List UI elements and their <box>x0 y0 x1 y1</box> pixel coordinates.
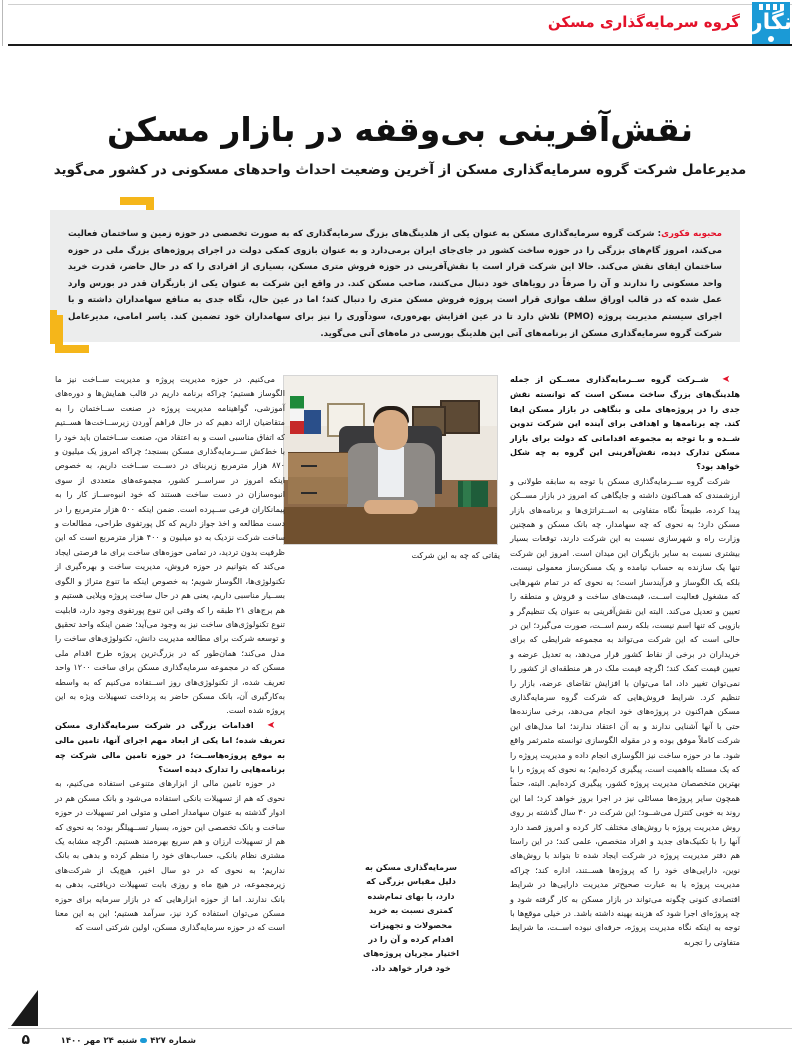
masthead-title: گروه سرمایه‌گذاری مسکن <box>547 13 740 31</box>
column-middle <box>282 372 500 562</box>
interview-question-2: ➤اقدامات بزرگی در شرکت سرمایه‌گذاری مسکن تعریف شده؛ اما یکی از ابعاد مهم اجرای آنها، تامین مالی به موقع پروژه‌هاســت؛ در حوزه تامین مالی شرکت چه برنامه‌هایی را تدارک دیده است؟ <box>55 719 285 774</box>
page-number: ۵ <box>21 1032 30 1048</box>
question-arrow-icon: ➤ <box>721 374 730 385</box>
issue-date: شنبه ۲۴ مهر ۱۴۰۰ <box>60 1036 138 1046</box>
middle-column-text: یقاتی که چه به این شرکت <box>411 550 500 560</box>
lead-paragraph <box>68 226 722 342</box>
masthead <box>0 0 800 46</box>
lead-box <box>50 210 740 342</box>
answer-paragraph-2: می‌کنیم. در حوزه مدیریت پروژه و مدیریت ســاخت نیز ما الگوساز هستیم؛ چراکه برنامه داریم در قالب همایش‌ها و دوره‌های آموزشی، گواهینامه مدیریت پروژه در صنعت ســاختمان را به متقاضیان ارائه دهیم که در حال فراهم آوردن زیرســاخت‌ها هســتیم که اتفاق مناسبی است و به اعتقاد من، صنعت ســاختمان باید خود را با خط‌کش ســرمایه‌گذاری مسکن بسنجد؛ چراکه امروز یک میلیون و ۸۷۰ هزار مترمربع زیربنای در دســت ســاخت داریم، به خصوص اینکه امروز در سراســر کشور، مجموعه‌های متعددی از سوی انبوه‌سازان در دست ساخت هستند که خود انبوه‌ســاز کار را به پیمانکاران فرعی ســپرده است. ضمن اینکه ۵۰۰ هزار مترمربع را در دست مطالعه و اخذ جواز داریم که کل پورتفوی طراحی، مطالعات و ساخت شرکت نزدیک به دو میلیون و ۴۰۰ هزار مترمربع است که این ظرفیت بدون تردید، در تمامی حوزه‌های ساخت برای ما فرصتی ایجاد می‌کند که بتوانیم در حوزه فروش، مدیریت ساخت و بهره‌گیری از تکنولوژی‌ها، الگوساز شویم؛ به خصوص اینکه ما تنوع متراژ و الگوی بســیار مناسبی داریم، یعنی هم در حال ساخت پروژه ویلایی هستیم و هم برج‌های ۲۱ طبقه را که وقتی این تنوع پورتفوی وجود دارد، قابلیت تنوع تکنولوژی‌های ساخت نیز به وجود می‌آید؛ ضمن اینکه واحد تحقیق و توسعه شرکت برای مطالعه مدیریت دانش، تکنولوژی‌های ساخت را مدل می‌کند؛ همان‌طور که در بزرگ‌ترین پروژه طرح اقدام ملی مسکن که در مجموعه سرمایه‌گذاری مسکن برای ساخت ۱۲۰۰ واحد تعریف شده، از تکنولوژی‌های روز اســتفاده می‌کنیم که به واسطه به‌کارگیری آن، بانک مسکن حاضر به پرداخت تسهیلات ویژه به این پروژه شده است. <box>55 374 285 716</box>
logo-glyph: نگار <box>750 10 792 35</box>
masthead-top-rule <box>8 4 792 5</box>
page-title: نقش‌آفرینی بی‌وقفه در بازار مسکن <box>106 110 694 150</box>
column-left <box>55 372 285 935</box>
article-byline: محبوبه فکوری <box>661 229 722 239</box>
decor-corner-black <box>8 990 38 1030</box>
answer-paragraph-3: در حوزه تامین مالی از ابزارهای متنوعی استفاده می‌کنیم، به نحوی که هم از تسهیلات بانکی استفاده می‌شود و بانک مسکن هم در ادوار گذشته به عنوان سهامدار اصلی و متولی امر تسهیلات در حوزه ساخت و بانک تخصصی این حوزه، بسیار تســهیلگر بوده؛ به نحوی که هم از تسهیلات ارزان و هم سریع بهره‌مند هستیم. اگرچه مشابه یک مشتری نظام بانکی، حساب‌های خود را منظم کرده و بدهی به بانک نداریم؛ به نحوی که در دو سال اخیر، هیچ‌یک از شرکت‌های زیرمجموعه، در هیچ ماه و روزی بابت تسهیلات دریافتی، بدهی به بانک ندارند. اما از حوزه ابزارهایی که در بازار سرمایه برای حوزه مسکن می‌توان استفاده کرد نیز، سرآمد هستیم؛ این به این معنا است که در حوزه سرمایه‌گذاری مسکن، اولین شرکتی است که <box>55 778 285 933</box>
masthead-divider <box>2 0 3 46</box>
footer-meta <box>61 1036 196 1046</box>
page-subtitle: مدیرعامل شرکت گروه سرمایه‌گذاری مسکن از آخرین وضعیت احداث واحدهای مسکونی در کشور می‌گوید <box>53 162 747 178</box>
footer-dot-icon <box>140 1038 147 1043</box>
question-arrow-icon-2: ➤ <box>266 719 275 731</box>
decor-bracket-bottom-left <box>55 315 89 353</box>
issue-number: شماره ۴۲۷ <box>150 1036 196 1046</box>
photo-caption: سرمایه‌گذاری مسکن به دلیل مقیاس بزرگی که دارد، با بهای تمام‌شده کمتری نسبت به خرید محصولات و تجهیزات اقدام کرده و آن را در اختیار مجریان پروژه‌های خود قرار خواهد داد. <box>362 862 460 973</box>
interview-question-1: ➤شــرکت گروه ســرمایه‌گذاری مســکن از جمله هلدینگ‌های بزرگ ساخت مسکن است که توانسته نقش جدی را در پروژه‌های ملی و بنگاهی در بازار مسکن ایفا کند. چه برنامه‌ها و اهدافی برای آینده این شرکت تدوین شــده و با توجه به مجموعه اقداماتی که دولت برای بازار مسکن تدارک دیده، نقش‌آفرینی این گروه به چه شکل خواهد بود؟ <box>510 374 740 472</box>
answer-paragraph-1: شرکت گروه ســرمایه‌گذاری مسکن با توجه به سابقه طولانی و ارزشمندی که همـاکنون داشته و جایگاهی که امروز در بازار مســکن پیدا کرده، طبیعتاً نگاه متفاوتی به اســتراتژی‌ها و برنامه‌های بازار مسکن دارد؛ به نحوی که چه سهامدار، چه بانک مسکن و همچنین وزارت راه و شهرسازی نسبت به این شرکت دارند، توقعات بسیار بیشتری نسبت به سایر بازیگران این میدان است. امروز این شرکت تنها یک سازنده به حساب نیامده و یک مسکن‌ساز معمولی نیست، بلکه یک الگوساز و فرآیندساز است؛ به نحوی که در تمام شهرهایی که مشغول فعالیت اســت، قیمت‌های ساخت و فروش و منطقه را تعیین و تعدیل می‌کند. البته این نقش‌آفرینی به عنوان یک تنظیم‌گر و بازویی که تنها اسم نیست، بلکه رسم اســت، صورت می‌گیرد؛ این در حالی است که این شرکت می‌تواند به مجموعه شرایطی که برای خریداران در برخی از نقاط کشور قرار می‌دهد، به تعدیل عرضه و تعیین قیمت کمک کند؛ اگرچه قیمت ملک در هر منطقه‌ای از کشور را نمی‌توان تغییر داد، اما می‌توان با افزایش تقاضای عرضه، بازار را تنظیم کرد. شرایط فروش‌هایی که شرکت گروه سرمایه‌گذاری مسکن هم‌اکنون در پروژه‌های خود انجام می‌دهد، برخی سازنده‌ها حتی با آنها آشنایی ندارند و به آن اعتقاد ندارند؛ اما مدل‌های این شرکت کاملاً موفق بوده و در مقوله الگوسازی توانسته مثمرثمر واقع شود. ما در حوزه ساخت نیز الگوسازی انجام داده و مدیریت پروژه را که یک مسئله بااهمیت است، پیگیری کرده‌ایم؛ به نحوی که پروژه را با بهترین متخصصان مدیریت پروژه کشور، پیگیری کرده‌ایم. البته، حتماً همچون سایر پروژه‌ها مسائلی نیز در اجرا بروز خواهد کرد؛ اما این روند به خوبی کنترل می‌شــود؛ این شرکت در ۳۰ سال گذشته بر روی روش مدیریت پروژه با روش‌های مختلف کار کرده و امروز قصد دارد آنها را با تکنیک‌های جدید و افراد متخصص، علمی کند؛ در این راستا هم دفتر مدیریت پروژه در شرکت ایجاد شده تا بتواند با روش‌های نوین، دارایی‌های خود را که پروژه‌ها هســتند، اداره کند؛ چراکه مدیریت پروژه یا به عبارت صحیح‌تر مدیریت دارایی‌ها در شرایط اقتصادی کنونی چگونه می‌تواند در بازار مسکن به کار گرفته شود و چه پروژه‌ای اجرا شود که هزینه بهینه داشته باشد. در خیلی موقع‌ها با توجه به اینکه نگاه مدیریت پروژه، حرفه‌ای نبوده اســت، ما شرایط متفاوتی را تجربه <box>510 475 740 947</box>
masthead-bottom-rule <box>8 44 792 46</box>
logo-drop-icon <box>768 36 774 42</box>
footer-rule <box>8 1028 792 1029</box>
column-right <box>510 372 740 949</box>
lead-body: : شرکت گروه سرمایه‌گذاری مسکن به عنوان یکی از هلدینگ‌های بزرگ سرمایه‌گذاری که به صورت تخصصی در حوزه زمین و ساختمان فعالیت می‌کند، امروز گام‌های بزرگی را در حوزه ساخت کشور در جای‌جای ایران برمی‌دارد و به عنوان بازوی کمکی دولت در اجرای پروژه‌های بزرگ ملی در حوزه ساختمان ایفای نقش می‌کند. حالا این شرکت قرار است با نقش‌آفرینی در حوزه فروش متری مسکن، بسیاری از افرادی را که در حال حاضر، قدرت خرید واحد مسکونی را ندارند و آن را صرفاً در رویاهای خود دنبال می‌کنند، صاحب مسکن کند. در واقع این شرکت به عنوان یکی از بازیگران قدر در بورس وارد عمل شده که در قالب اوراق سلف موازی قرار است پروژه فروش مسکن متری را دنبال کند؛ اما در عین حال، نگاه جدی به منافع سهامداران داشته و با اجرای سیستم مدیریت پروژه (PMO) تلاش دارد تا در عین افزایش بهره‌وری، سودآوری را نیز برای سهامداران خود تضمین کند. یاسر امامی، مدیرعامل شرکت گروه سرمایه‌گذاری مسکن از برنامه‌های آتی این هلدینگ بورسی در ماه‌های آتی می‌گوید. <box>68 229 722 339</box>
logo-dots-icon <box>754 4 788 11</box>
